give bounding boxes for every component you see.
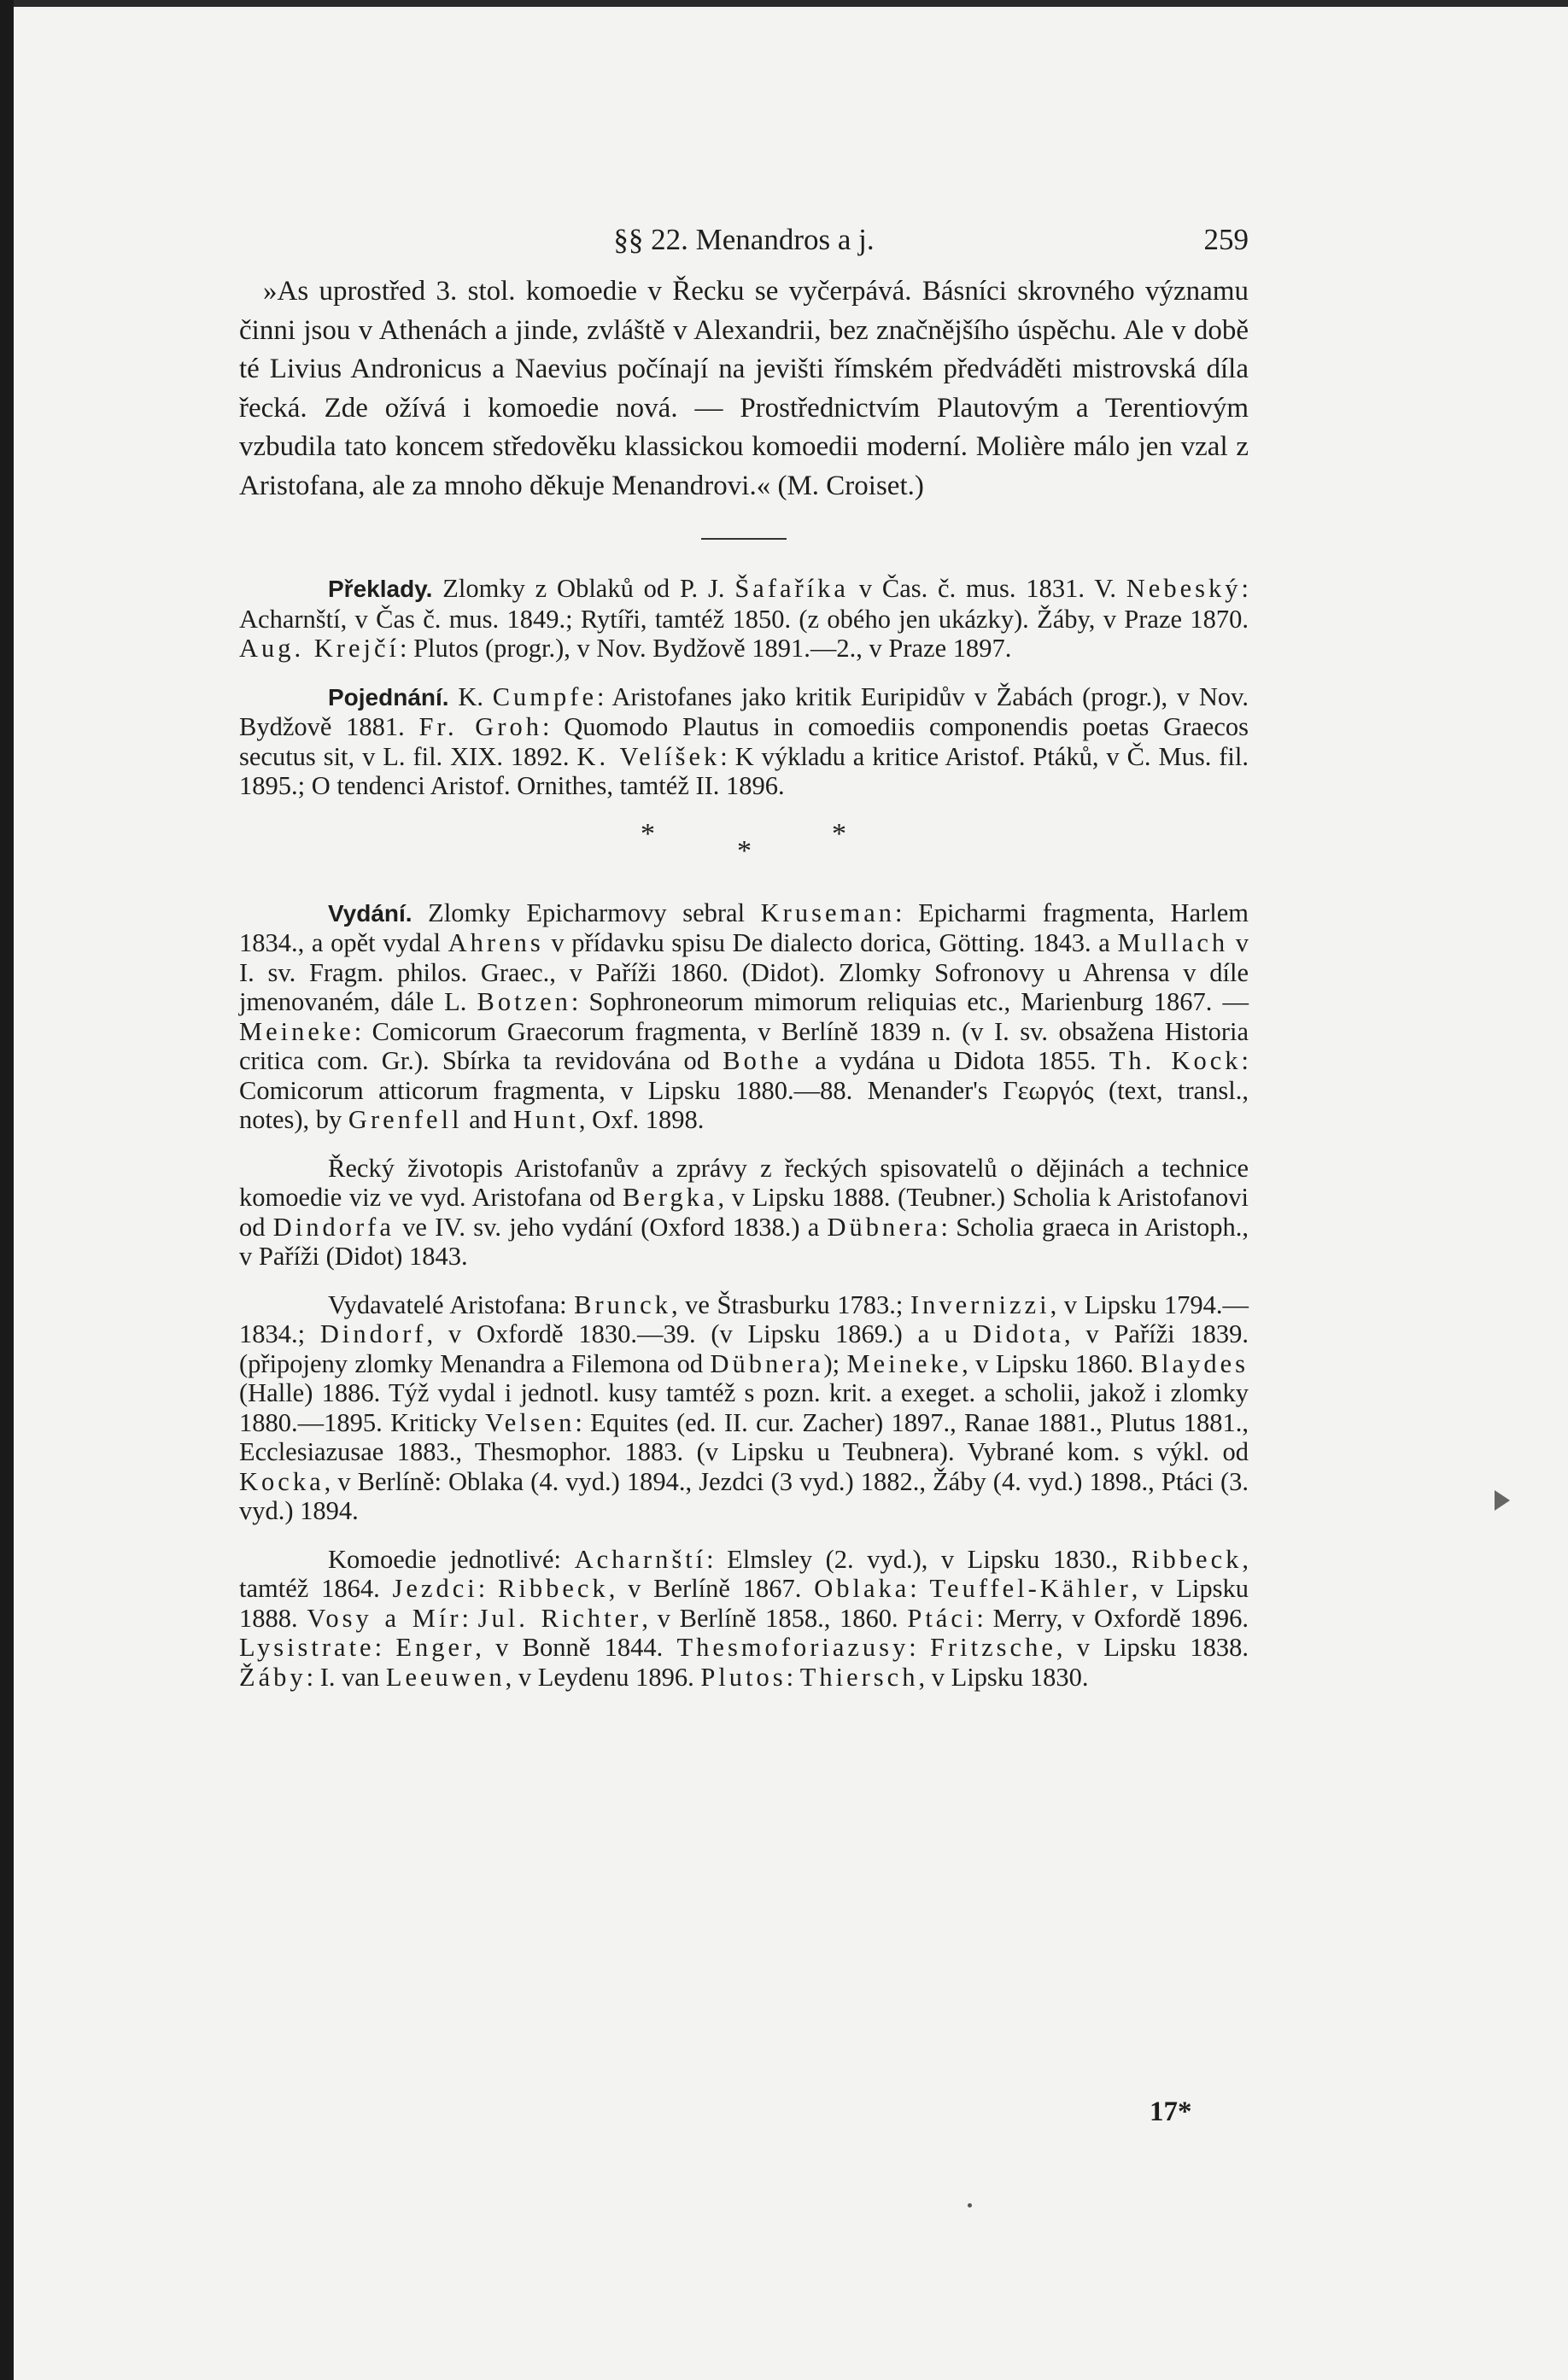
author-name: Thiersch — [799, 1662, 919, 1692]
author-name: Bergka — [622, 1183, 718, 1212]
text-run: ); — [823, 1348, 847, 1378]
author-name: Th. Kock — [1109, 1046, 1242, 1075]
author-name: Teuffel-Kähler — [929, 1574, 1132, 1603]
asterisk: * — [641, 817, 655, 850]
text-run: : — [910, 1574, 930, 1603]
text-run: : Comicorum Graecorum fragmenta, v Berlíně 1839 n. (v I. sv. obsažena Historia critica com. Gr.). Sbírka ta revidována od — [239, 1016, 1249, 1075]
play-title: Oblaka — [814, 1574, 910, 1603]
text-run: : — [909, 1633, 931, 1662]
translations-heading: Překlady. — [328, 576, 433, 602]
individual-comedies-paragraph — [239, 1545, 1249, 1693]
author-name: Fr. Groh — [418, 712, 542, 741]
text-run: , tamtéž 1864. — [239, 1544, 1249, 1603]
text-run: : Scholia graeca in Aristoph., v Paříži (Didot) 1843. — [239, 1212, 1249, 1271]
text-run: Řecký životopis Aristofanův a zprávy z řeckých spisovatelů o dějinách a technice komoedie viz ve vyd. Aristofana od — [239, 1153, 1249, 1212]
play-title: Vosy a Mír — [307, 1603, 462, 1633]
author-name: Šafaříka — [734, 574, 849, 603]
author-name: Aug. Krejčí — [239, 634, 400, 663]
book-page — [239, 218, 1249, 1692]
translations-paragraph — [239, 574, 1249, 664]
text-run: : Epicharmi fragmenta, Harlem 1834., a opět vydal — [239, 898, 1249, 957]
play-title: Thesmoforiazusy — [676, 1633, 910, 1662]
text-run: , Oxf. 1898. — [578, 1105, 705, 1134]
running-header — [239, 218, 1249, 269]
text-run: : Quomodo Plautus in comoediis componendis poetas Graecos secutus sit, v L. fil. XIX. 1892. — [239, 712, 1249, 771]
text-run: , v Paříži 1839. (připojeny zlomky Menandra a Filemona od — [239, 1319, 1249, 1378]
text-run: , v Oxfordě 1830.—39. (v Lipsku 1869.) a u — [426, 1319, 973, 1348]
text-run: and — [462, 1105, 513, 1134]
text-run: : Sophroneorum mimorum reliquias etc., Marienburg 1867. — — [570, 987, 1249, 1016]
author-name: Invernizzi — [910, 1289, 1050, 1319]
text-run: : Plutos (progr.), v Nov. Bydžově 1891.—2., v Praze 1897. — [399, 634, 1012, 663]
croiset-quote: »As uprostřed 3. stol. komoedie v Řecku se vyčerpává. Básníci skrovného významu činni jsou v Athenách a jinde, zvláště v Alexandrii, bez značnějšího úspěchu. Ale v době té Livius Andronicus a Naevius počínají na jevišti římském předváděti mistrovská díla řecká. Zde ožívá i komoedie nová. — Prostřednictvím Plautovým a Terentiovým vzbudila tato koncem středověku klassickou komoedii moderní. Molière málo jen vzal z Aristofana, ale za mnoho děkuje Menandrovi.« (M. Croiset.) — [239, 276, 1249, 501]
text-run: : Merry, v Oxfordě 1896. — [976, 1603, 1249, 1633]
studies-paragraph — [239, 682, 1249, 801]
author-name: Ribbeck — [1131, 1544, 1243, 1574]
author-name: Bothe — [723, 1046, 803, 1075]
asterism — [239, 818, 1249, 878]
text-run: , v Berlíně 1858., 1860. — [641, 1603, 908, 1633]
text-run: , v Lipsku 1830. — [918, 1662, 1089, 1692]
author-name: Dindorf — [319, 1319, 427, 1348]
page-number: 259 — [1203, 223, 1249, 256]
text-run: , ve Štrasburku 1783.; — [670, 1289, 910, 1319]
author-name: Dübnera — [827, 1212, 941, 1242]
author-name: Grenfell — [348, 1105, 463, 1134]
text-run: (Halle) 1886. Týž vydal i jednotl. kusy tamtéž s pozn. krit. a exeget. a scholii, jakož i zlomky 1880.—1895. Kriticky — [239, 1378, 1249, 1437]
play-title: Lysistrate — [239, 1633, 375, 1662]
margin-arrow-mark — [1495, 1490, 1510, 1511]
editions-heading: Vydání. — [328, 899, 412, 927]
author-name: Cumpfe — [492, 681, 597, 711]
play-title: Acharnští — [574, 1544, 707, 1574]
text-run: v přídavku spisu De dialecto dorica, Götting. 1843. a — [543, 928, 1118, 957]
author-name: Kruseman — [760, 898, 895, 927]
author-name: Mullach — [1117, 928, 1229, 957]
text-run: v Čas. č. mus. 1831. V. — [848, 574, 1126, 603]
text-run: , v Leydenu 1896. — [505, 1662, 701, 1692]
author-name: Didota — [972, 1319, 1064, 1348]
text-run: : Elmsley (2. vyd.), v Lipsku 1830., — [706, 1544, 1132, 1574]
author-name: Kocka — [239, 1466, 325, 1496]
text-run: , v Lipsku 1860. — [962, 1348, 1141, 1378]
text-run: Zlomky z Oblaků od P. J. — [442, 574, 735, 603]
text-run: , v Lipsku 1888. — [239, 1574, 1249, 1633]
author-name: Dindorfa — [272, 1212, 395, 1242]
text-run: : — [374, 1633, 396, 1662]
text-run: Zlomky Epicharmovy sebral — [412, 898, 761, 927]
asterisk: * — [737, 834, 752, 867]
text-run: : — [786, 1662, 800, 1692]
text-run: : Aristofanes jako kritik Euripidův v Žabách (progr.), v Nov. Bydžově 1881. — [239, 681, 1249, 741]
text-run: Vydavatelé Aristofana: — [328, 1289, 575, 1319]
author-name: Hunt — [512, 1105, 579, 1134]
author-name: Brunck — [574, 1289, 671, 1319]
play-title: Jezdci — [392, 1574, 478, 1603]
text-run: , v Lipsku 1888. (Teubner.) Scholia k Aristofanovi od — [239, 1183, 1249, 1242]
text-run: , v Bonně 1844. — [475, 1633, 677, 1662]
text-run: : — [477, 1574, 499, 1603]
asterisk: * — [832, 817, 846, 850]
text-run: , v Berlíně: Oblaka (4. vyd.) 1894., Jezdci (3 vyd.) 1882., Žáby (4. vyd.) 1898., Ptáci (3. vyd.) 1894. — [239, 1466, 1249, 1525]
text-run: : I. van — [306, 1662, 386, 1692]
text-run: , v Lipsku 1794.—1834.; — [239, 1289, 1249, 1348]
author-name: Meineke — [239, 1016, 354, 1046]
text-run: , v Lipsku 1838. — [1056, 1633, 1249, 1662]
author-name: Ribbeck — [498, 1574, 609, 1603]
editions-paragraph — [239, 898, 1249, 1135]
text-run: Komoedie jednotlivé: — [328, 1544, 575, 1574]
play-title: Ptáci — [907, 1603, 977, 1633]
signature-mark: 17* — [1150, 2096, 1192, 2127]
author-name: Fritzsche — [930, 1633, 1056, 1662]
text-run: , v Berlíně 1867. — [608, 1574, 815, 1603]
author-name: Meineke — [846, 1348, 962, 1378]
play-title: Žáby — [239, 1662, 307, 1692]
author-name: Velsen — [485, 1407, 576, 1437]
text-run: v I. sv. Fragm. philos. Graec., v Paříži 1860. (Didot). Zlomky Sofronovy u Ahrensa v díle jmenovaném, dále L. — [239, 928, 1249, 1016]
author-name: Ahrens — [448, 928, 544, 957]
play-title: Plutos — [700, 1662, 787, 1692]
author-name: Botzen — [477, 987, 571, 1016]
text-run: : K výkladu a kritice Aristof. Ptáků, v Č. Mus. fil. 1895.; O tendenci Aristof. Ornithes, tamtéž II. 1896. — [239, 741, 1249, 800]
section-divider — [701, 538, 787, 540]
speck-mark — [968, 2203, 972, 2207]
text-run: : Equites (ed. II. cur. Zacher) 1897., Ranae 1881., Plutus 1881., Ecclesiazusae 1883., Thesmophor. 1883. (v Lipsku u Teubnera). Vybrané kom. s výkl. od — [239, 1407, 1249, 1466]
text-run: K. — [448, 681, 493, 711]
author-name: Jul. Richter — [477, 1603, 642, 1633]
scan-border-left — [0, 0, 14, 2380]
author-name: Enger — [395, 1633, 476, 1662]
text-run: ve IV. sv. jeho vydání (Oxford 1838.) a — [394, 1212, 828, 1242]
author-name: Nebeský — [1126, 574, 1242, 603]
scan-border-top — [0, 0, 1568, 7]
author-name: Blaydes — [1140, 1348, 1249, 1378]
author-name: Leeuwen — [385, 1662, 506, 1692]
text-run: a vydána u Didota 1855. — [802, 1046, 1109, 1075]
author-name: Dübnera — [710, 1348, 824, 1378]
biography-paragraph — [239, 1154, 1249, 1272]
text-run: : — [461, 1603, 478, 1633]
studies-heading: Pojednání. — [328, 683, 449, 710]
author-name: K. Velíšek — [576, 741, 721, 771]
text-run: : Acharnští, v Čas č. mus. 1849.; Rytíři, tamtéž 1850. (z obého jen ukázky). Žáby, v Praze 1870. — [239, 574, 1249, 634]
text-run: : Comicorum atticorum fragmenta, v Lipsku 1880.—88. Menander's Γεωργός (text, transl., notes), by — [239, 1046, 1249, 1134]
running-title: §§ 22. Menandros a j. — [613, 223, 875, 256]
publishers-paragraph — [239, 1290, 1249, 1526]
